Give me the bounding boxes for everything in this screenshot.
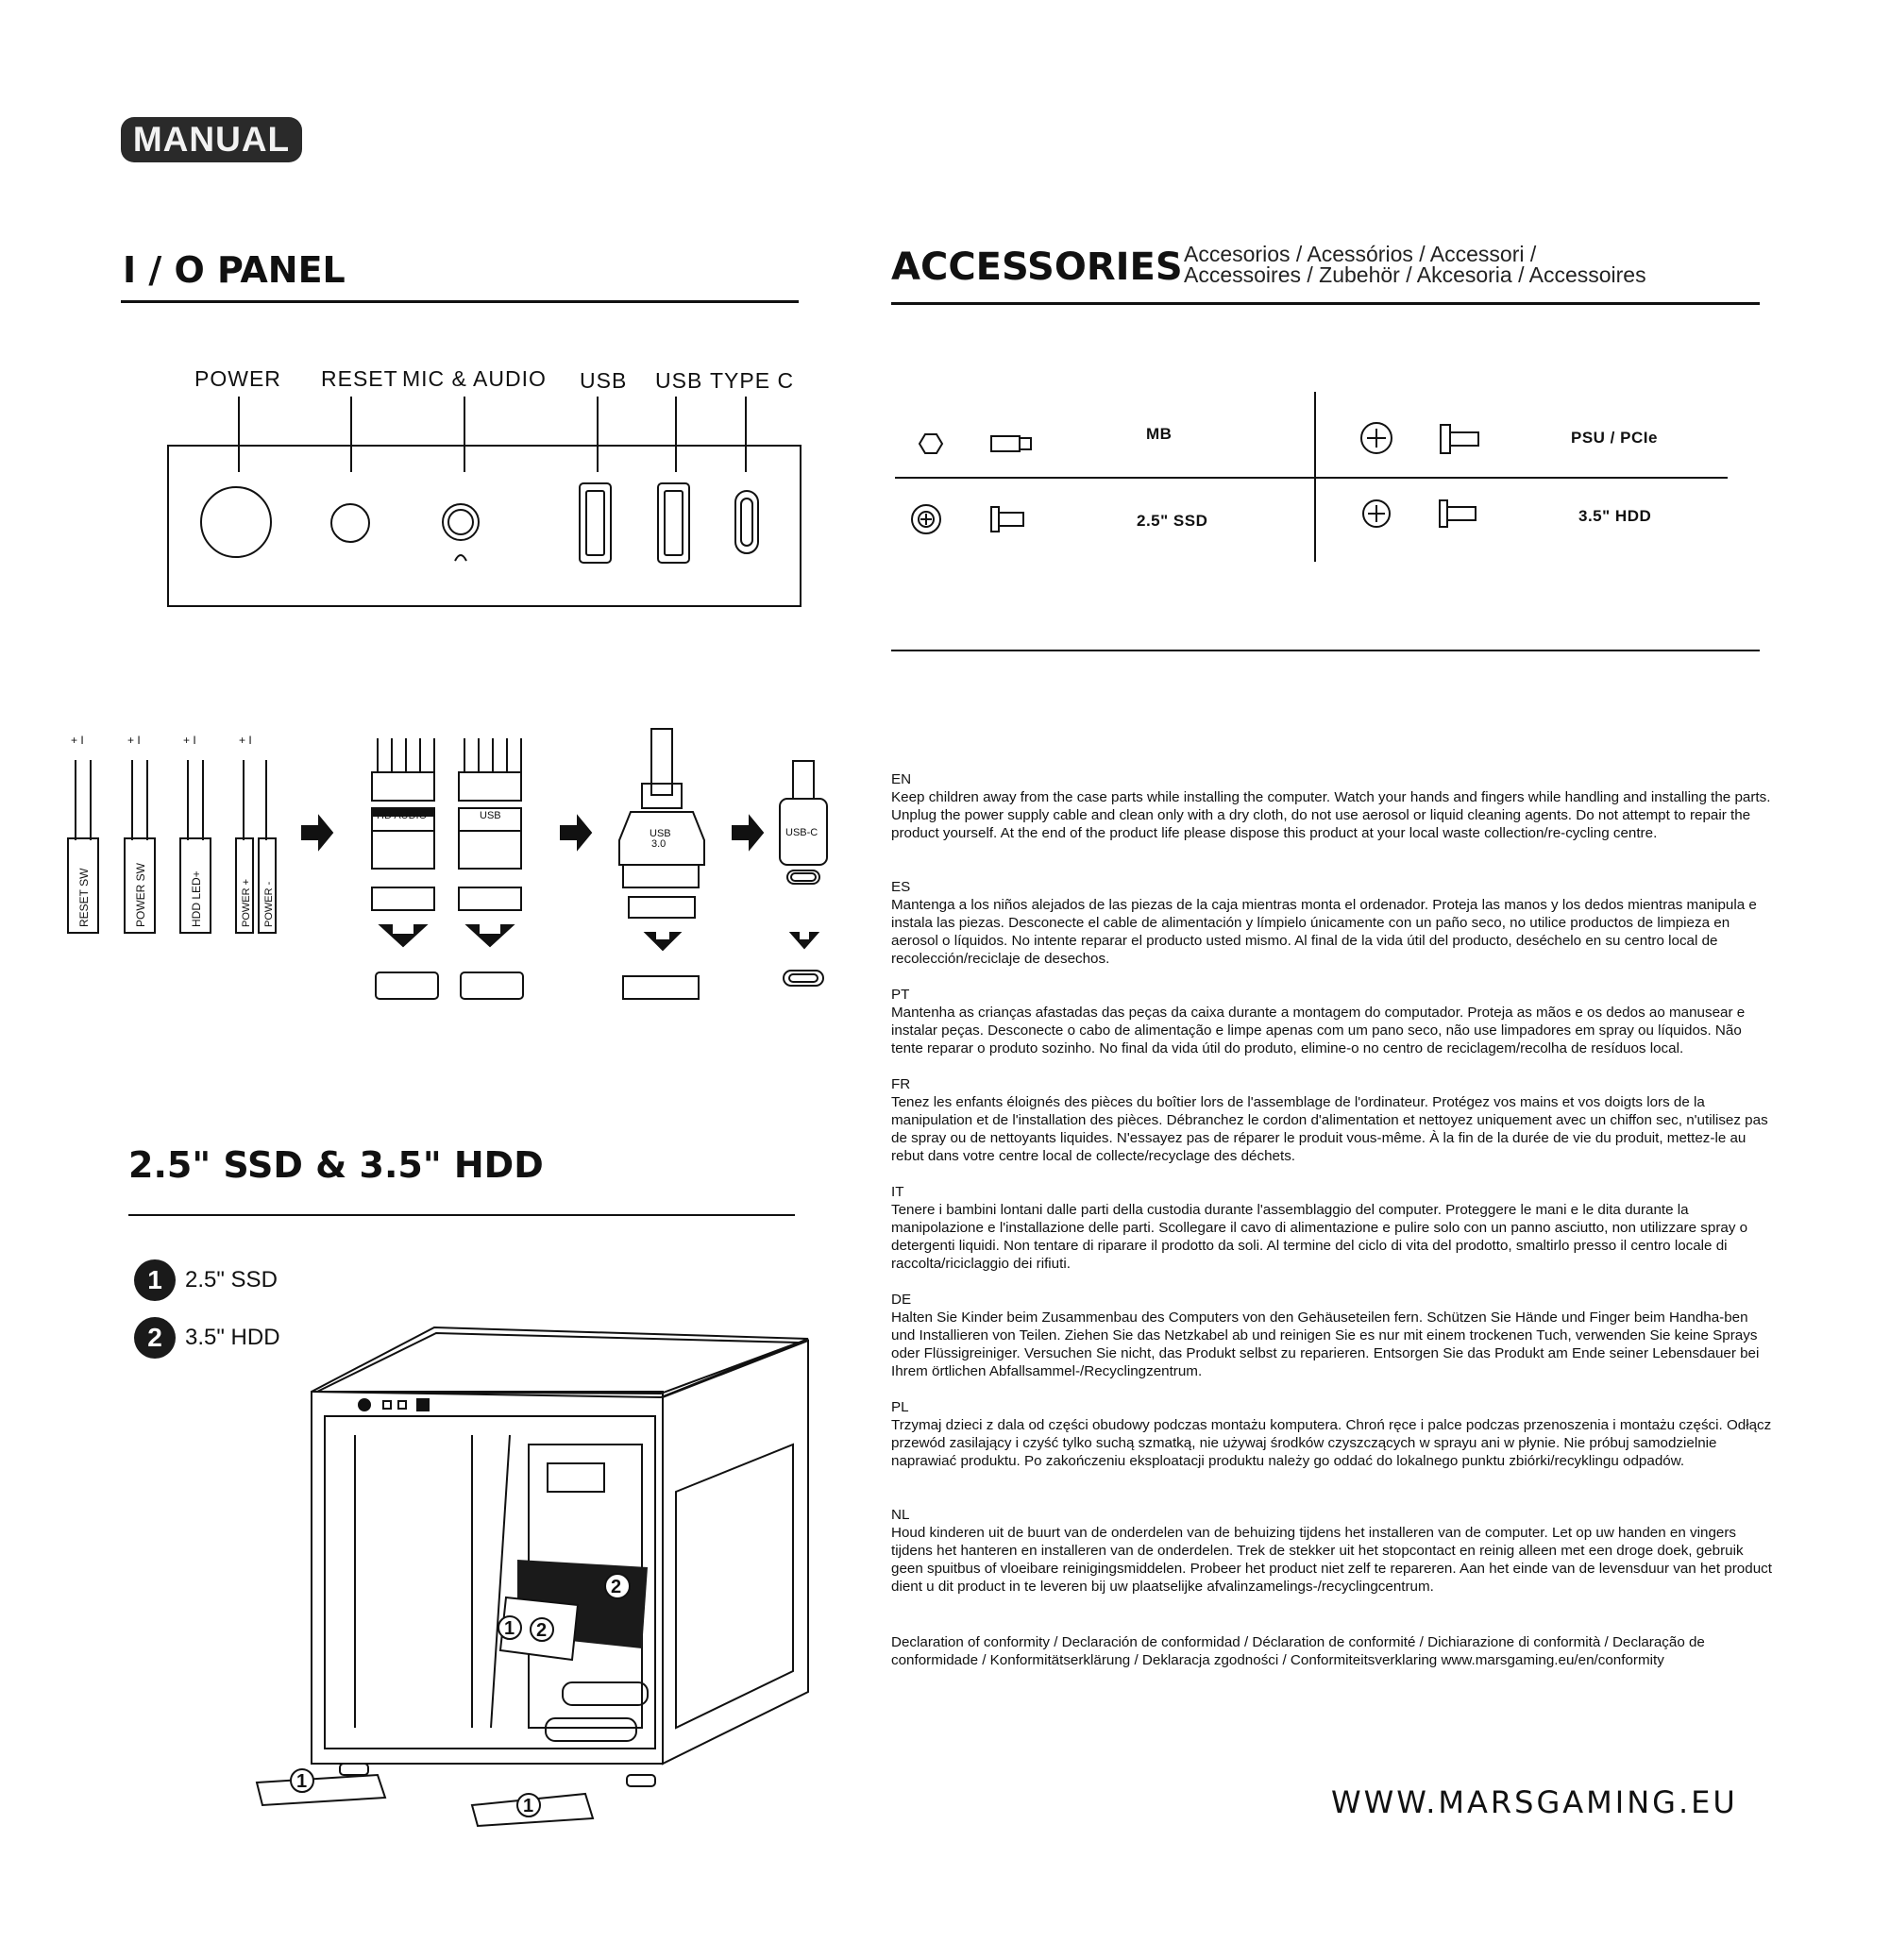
arrow-right-icon xyxy=(561,817,591,849)
safety-en xyxy=(891,770,1774,842)
lang-code-en: EN xyxy=(891,771,912,787)
hd-audio-pins xyxy=(372,887,434,910)
safety-text-es: Mantenga a los niños alejados de las piezas de la caja mientras monta el ordenador. Proteja las manos y los dedos mientras manipula e instala las piezas. Desconecte el cable de alimentación y límpielo únicamente con un paño seco, no utilice productos de limpieza en aerosol o líquidos. No intente reparar el producto usted mismo. Al final de la vida útil del producto, deséchelo en su centro local de recolección/reciclaje de desechos. xyxy=(891,897,1757,967)
accessory-label-psu-pcie: PSU / PCIe xyxy=(1571,429,1658,447)
safety-text-nl: Houd kinderen uit de buurt van de onderdelen van de behuizing tijdens het installeren van de computer. Let op uw handen en vingers tijdens het hanteren en installeren van de onderdelen. Trek de stekker uit het stopcontact en reinig alleen met een droge doek, gebruik geen spuitbus of vloeibare reinigingsmiddelen. Probeer het product niet zelf te repareren. Aan het einde van de levensduur van het product dient u dit product in te leveren bij uw plaatselijke afvalinzamelings-/recyclingcentrum. xyxy=(891,1525,1772,1595)
accessories-table xyxy=(850,378,1794,661)
accessory-label-ssd: 2.5" SSD xyxy=(1137,512,1208,530)
accessories-subtitle-2: Accessoires / Zubehör / Akcesoria / Accessoires xyxy=(1184,262,1646,287)
lang-code-pt: PT xyxy=(891,987,910,1003)
case-side xyxy=(663,1341,808,1764)
marker-loose-1: 1 xyxy=(296,1771,308,1792)
usb3-cable xyxy=(651,729,672,795)
safety-pl xyxy=(891,1398,1774,1470)
lang-code-pl: PL xyxy=(891,1399,909,1415)
io-label-usb-2: USB xyxy=(655,368,703,393)
io-label-type-c: TYPE C xyxy=(710,368,795,393)
accessory-label-hdd: 3.5" HDD xyxy=(1578,507,1652,525)
arrow-right-icon xyxy=(733,817,763,849)
safety-text-pl: Trzymaj dzieci z dala od części obudowy podczas montażu komputera. Chroń ręce i palce podczas przenoszenia i montażu części. Odłącz przewód zasilający i czyść tylko suchą szmatką, nie używaj środków czyszczących w sprayu ani w płynie. Nie próbuj samodzielnie naprawiać produktu. Po zakończeniu eksploatacji produktu należy go oddać do lokalnego punktu zbiórki/recyklingu odpadów. xyxy=(891,1417,1772,1469)
safety-es xyxy=(891,878,1774,968)
footer-url[interactable]: WWW.MARSGAMING.EU xyxy=(1331,1784,1738,1820)
cable-label-power-plus: POWER + xyxy=(241,878,252,927)
usb3-header xyxy=(623,976,699,999)
pc-case-illustration xyxy=(0,1303,850,1832)
usb2-label: USB xyxy=(480,810,501,821)
pin-label-3: + I xyxy=(183,734,196,747)
legend-label-ssd: 2.5" SSD xyxy=(185,1267,278,1293)
headphone-icon xyxy=(455,555,466,561)
marker-ssd-bay-2: 2 xyxy=(536,1620,548,1641)
accessories-bottom-rule xyxy=(891,650,1760,651)
usb3-pins xyxy=(629,897,695,918)
accessories-subtitle-1: Accesorios / Acessórios / Accessori / xyxy=(1184,242,1537,266)
safety-text-en: Keep children away from the case parts while installing the computer. Watch your hands and fingers while handling and installing the parts. Unplug the power supply cable and clean only with a dry cloth, do not use aerosol or liquid cleaning agents. Do not attempt to repair the product yourself. At the end of the product life please dispose this product at your local waste collection/re-cycling centre. xyxy=(891,789,1771,841)
usbc-cable xyxy=(793,761,814,799)
cable-label-hdd-led: HDD LED+ xyxy=(190,870,203,927)
accessory-label-mb: MB xyxy=(1146,425,1173,443)
arrow-down-icon xyxy=(380,925,426,946)
loose-ssd-1 xyxy=(257,1775,385,1805)
connector-diagram xyxy=(0,718,850,1020)
hex-standoff-icon xyxy=(920,434,942,453)
io-label-power: POWER xyxy=(194,366,281,391)
arrow-down-icon xyxy=(467,925,513,946)
safety-fr xyxy=(891,1075,1774,1165)
lang-code-fr: FR xyxy=(891,1076,911,1092)
psu-screw-side-icon xyxy=(1441,425,1450,453)
hd-audio-header xyxy=(376,972,438,999)
accessories-rule xyxy=(891,302,1760,305)
safety-text-de: Halten Sie Kinder beim Zusammenbau des Computers von den Gehäuseteilen fern. Schützen Sie Hände und Finger beim Handha-ben und Installieren von Teilen. Ziehen Sie das Netzkabel ab und reinigen Sie es nur mit einem trockenen Tuch, verwenden Sie keine Sprays oder Flüssigreiniger. Versuchen Sie nicht, das Produkt selbst zu reparieren. Entsorgen Sie das Produkt am Ende seiner Lebensdauer bei Ihrem örtlichen Abfallsammel-/Recyclingzentrum. xyxy=(891,1309,1760,1379)
cable-label-reset: RESET SW xyxy=(77,868,91,927)
cable-label-power-minus: POWER - xyxy=(263,881,275,927)
hdd-screw-side-icon xyxy=(1440,500,1447,527)
usb3-label-2: 3.0 xyxy=(651,838,667,850)
reset-button-icon xyxy=(331,504,369,542)
safety-text-pt: Mantenha as crianças afastadas das peças da caixa durante a montagem do computador. Proteja as mãos e os dedos ao manusear e instalar peças. Desconecte o cabo de alimentação e limpe apenas com um pano seco, não use limpadores em spray ou líquidos. Não tente reparar o produto sozinho. No final da vida útil do produto, elimine-o no centro de reciclagem/recolha de resíduos local. xyxy=(891,1005,1746,1056)
lang-code-nl: NL xyxy=(891,1507,910,1523)
io-label-mic-audio: MIC & AUDIO xyxy=(402,366,547,391)
legend-item-ssd xyxy=(134,1259,278,1301)
safety-text-it: Tenere i bambini lontani dalle parti della custodia durante l'assemblaggio del computer. Proteggere le mani e le dita durante la manipolazione e l'installazione delle parti. Scollegare il cavo di alimentazione e pulire solo con un panno asciutto, non utilizzare spray o detergenti liquidi. Non tentare di riparare il prodotto da soli. Al termine del ciclo di vita del prodotto, smaltirlo presso il centro locale di raccolta/riciclaggio dei rifiuti. xyxy=(891,1202,1748,1272)
pin-label-2: + I xyxy=(127,734,141,747)
lang-code-es: ES xyxy=(891,879,911,895)
accessories-title: ACCESSORIES xyxy=(891,245,1183,289)
legend-num-2: 2 xyxy=(134,1317,176,1359)
lang-code-it: IT xyxy=(891,1184,904,1200)
io-label-usb-1: USB xyxy=(580,368,628,393)
io-label-reset: RESET xyxy=(321,366,398,391)
safety-text-fr: Tenez les enfants éloignés des pièces du boîtier lors de l'assemblage de l'ordinateur. Protégez vos mains et vos doigts lors de la manipulation et de l'installation des pièces. Débranchez le cordon d'alimentation et nettoyez uniquement avec un chiffon sec, n'utilisez pas de spray ou de nettoyants liquides. N'essayez pas de réparer le produit vous-même. À la fin de la durée de vie du produit, mettez-le au rebut dans votre centre local de collecte/recyclage des déchets. xyxy=(891,1094,1768,1164)
usb2-pins xyxy=(459,887,521,910)
safety-it xyxy=(891,1183,1774,1273)
io-panel-diagram xyxy=(0,0,850,661)
pin-label-1: + I xyxy=(71,734,84,747)
marker-hdd-bay: 2 xyxy=(611,1577,622,1597)
usbc-label: USB-C xyxy=(785,827,818,838)
safety-nl xyxy=(891,1506,1774,1596)
marker-loose-2: 1 xyxy=(523,1796,534,1816)
standoff-side-icon xyxy=(991,436,1020,451)
lang-code-de: DE xyxy=(891,1292,912,1308)
marker-ssd-bay-1: 1 xyxy=(504,1618,515,1639)
declaration-of-conformity: Declaration of conformity / Declaración de conformidad / Déclaration de conformité / Dichiarazione di conformità / Declaração de conformidade / Konformitätserklärung / Deklaracja zgodności / Conformiteitsverklaring www.marsgaming.eu/en/conformity xyxy=(891,1634,1705,1668)
hd-audio-plug xyxy=(372,772,434,801)
legend-label-hdd: 3.5" HDD xyxy=(185,1325,280,1350)
usb2-plug xyxy=(459,772,521,801)
storage-title: 2.5" SSD & 3.5" HDD xyxy=(128,1144,544,1186)
safety-de xyxy=(891,1291,1774,1380)
usb-port-1-icon xyxy=(580,483,611,563)
cable-label-power-sw: POWER SW xyxy=(134,863,147,927)
ssd-screw-side-icon xyxy=(991,507,999,532)
io-panel-plate xyxy=(168,446,801,606)
legend-num-1: 1 xyxy=(134,1259,176,1301)
arrow-down-icon xyxy=(791,933,818,948)
pin-label-4: + I xyxy=(239,734,252,747)
arrow-down-icon xyxy=(646,933,680,950)
arrow-right-icon xyxy=(302,817,332,849)
storage-rule xyxy=(128,1214,795,1216)
manual-badge: MANUAL xyxy=(121,117,302,162)
hd-audio-label: HD AUDIO xyxy=(377,810,428,821)
usb3-label-1: USB xyxy=(650,828,671,839)
case-top xyxy=(312,1327,808,1397)
io-panel-title: I / O PANEL xyxy=(123,249,346,291)
safety-pt xyxy=(891,986,1774,1057)
usb-port-2-icon xyxy=(658,483,689,563)
power-button-icon xyxy=(201,487,271,557)
type-c-port-icon xyxy=(735,491,758,553)
usb2-header xyxy=(461,972,523,999)
